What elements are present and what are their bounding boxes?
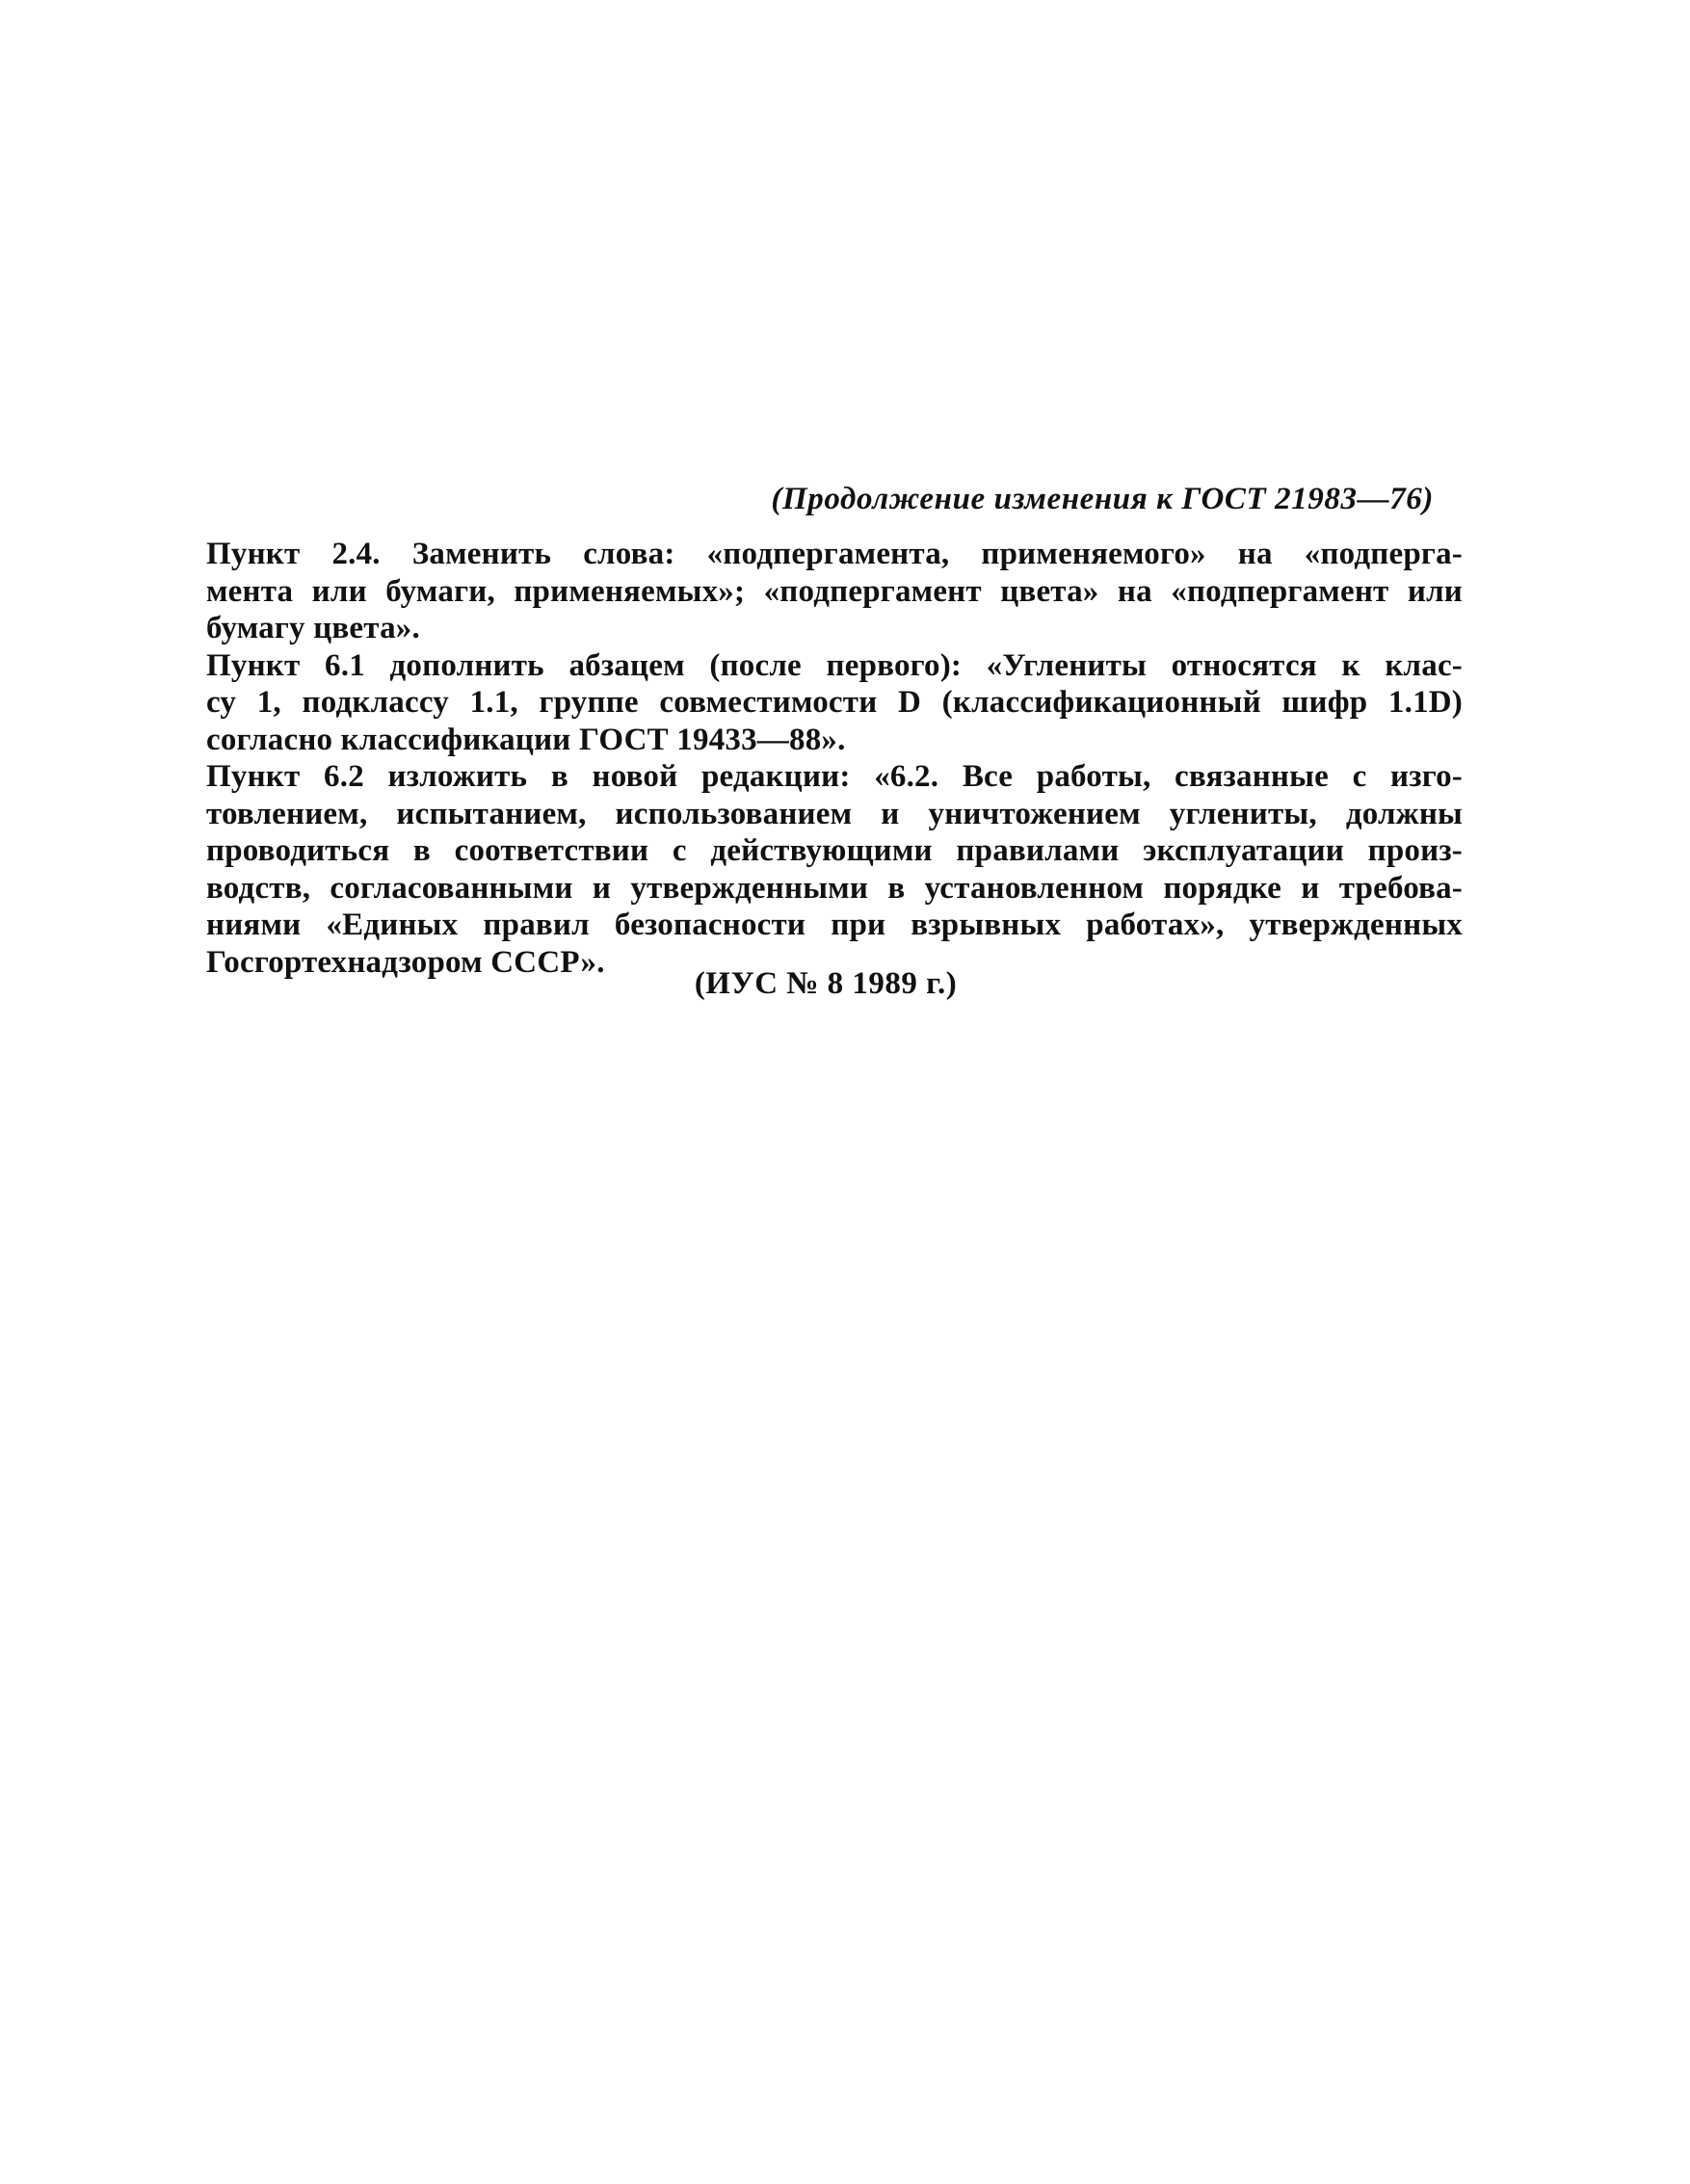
paragraph-2-4	[166, 536, 1463, 647]
source-reference-text: (ИУС № 8 1989 г.)	[694, 966, 958, 1001]
text-line: бумагу цвета».	[206, 611, 420, 645]
paragraph-6-2	[166, 758, 1463, 981]
amendment-text	[166, 536, 1463, 981]
text-line: мента или бумаги, применяемых»; «подпергамент цвета» на «подпергамент или	[206, 573, 1463, 609]
text-line: Пункт 6.1 дополнить абзацем (после первого): «Углениты относятся к клас-	[206, 647, 1463, 683]
paragraph-6-1	[166, 647, 1463, 759]
source-reference	[0, 966, 1690, 1002]
continuation-heading: (Продолжение изменения к ГОСТ 21983—76)	[771, 482, 1434, 516]
text-line: су 1, подклассу 1.1, группе совместимости D (классификационный шифр 1.1D)	[206, 685, 1463, 720]
text-line: Пункт 6.2 изложить в новой редакции: «6.2. Все работы, связанные с изго-	[206, 759, 1463, 794]
text-line: Пункт 2.4. Заменить слова: «подпергамента, применяемого» на «подперга-	[206, 537, 1463, 571]
text-line: согласно классификации ГОСТ 19433—88».	[206, 722, 846, 757]
text-line: ниями «Единых правил безопасности при взрывных работах», утвержденных	[206, 908, 1463, 942]
text-line: проводиться в соответствии с действующими правилами эксплуатации произ-	[206, 833, 1463, 868]
text-line: водств, согласованными и утвержденными в установленном порядке и требова-	[206, 870, 1463, 906]
text-line: товлением, испытанием, использованием и уничтожением углениты, должны	[206, 796, 1463, 831]
text-line: Госгортехнадзором СССР».	[206, 944, 605, 980]
